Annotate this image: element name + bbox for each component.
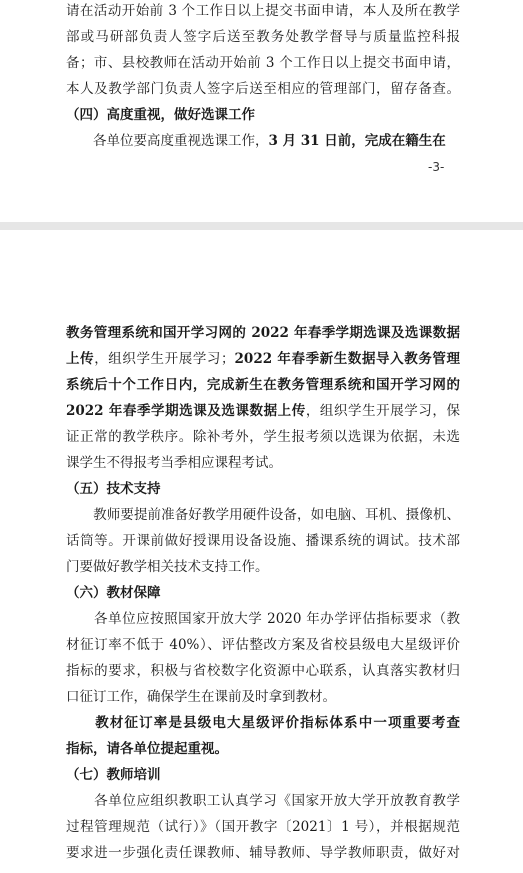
page-number: -3-	[428, 160, 445, 174]
section-heading-4: （四）高度重视，做好选课工作	[66, 107, 255, 123]
text-line: 教务管理系统和国开学习网的 2022 年春季学期选课及选课数据	[66, 325, 460, 341]
text-plain: 各单位要高度重视选课工作，	[66, 133, 269, 149]
text-line: 门要做好教学相关技术支持工作。	[66, 559, 269, 575]
text-line: 请在活动开始前 3 个工作日以上提交书面申请，本人及所在教学	[66, 3, 460, 19]
section-heading-7: （七）教师培训	[66, 767, 161, 783]
section-heading-5: （五）技术支持	[66, 481, 161, 497]
text-line: 部或马研部负责人签字后送至教务处教学督导与质量监控科报	[66, 29, 460, 45]
text-plain: ，组织学生开展学习，保	[305, 403, 460, 419]
text-line: 材征订率不低于 40%）、评估整改方案及省校县级电大星级评价	[66, 637, 460, 653]
text-line: 系统后十个工作日内，完成新生在教务管理系统和国开学习网的	[66, 377, 460, 393]
text-emphasis: 2022 年春季学期选课及选课数据上传	[66, 403, 306, 419]
text-plain: ，组织学生开展学习；	[94, 351, 235, 367]
text-emphasis: 2022 年春季新生数据导入教务管理	[234, 351, 460, 367]
text-line: 口征订工作，确保学生在课前及时拿到教材。	[66, 689, 336, 705]
text-line: 指标的要求，积极与省校数字化资源中心联系，认真落实教材归	[66, 663, 460, 679]
text-line	[66, 346, 460, 372]
text-line: 要求进一步强化责任课教师、辅导教师、导学教师职责，做好对	[66, 845, 460, 861]
text-line	[66, 398, 460, 424]
document-page-3	[0, 0, 523, 222]
text-line: 证正常的教学秩序。除补考外，学生报考须以选课为依据，未选	[66, 429, 460, 445]
text-line: 备；市、县校教师在活动开始前 3 个工作日以上提交书面申请，	[66, 55, 460, 71]
text-line: 话筒等。开课前做好授课用设备设施、播课系统的调试。技术部	[66, 533, 460, 549]
text-line-emphasis: 教材征订率是县级电大星级评价指标体系中一项重要考查	[66, 715, 460, 731]
text-line	[66, 128, 460, 154]
text-line: 本人及教学部门负责人签字后送至相应的管理部门，留存备查。	[66, 81, 460, 97]
text-line: 各单位应组织教职工认真学习《国家开放大学开放教育教学	[66, 793, 460, 809]
text-emphasis: 3 月 31 日前，完成在籍生在	[268, 133, 446, 149]
text-line: 过程管理规范（试行）》（国开教字〔2021〕1 号），并根据规范	[66, 819, 460, 835]
text-line: 课学生不得报考当季相应课程考试。	[66, 455, 282, 471]
text-line: 教师要提前准备好教学用硬件设备，如电脑、耳机、摄像机、	[66, 507, 460, 523]
section-heading-6: （六）教材保障	[66, 585, 161, 601]
text-line: 各单位应按照国家开放大学 2020 年办学评估指标要求（教	[66, 611, 460, 627]
document-page-4	[0, 230, 523, 873]
text-line-emphasis: 指标，请各单位提起重视。	[66, 741, 228, 757]
page-separator	[0, 222, 523, 230]
text-emphasis: 上传	[66, 351, 95, 367]
